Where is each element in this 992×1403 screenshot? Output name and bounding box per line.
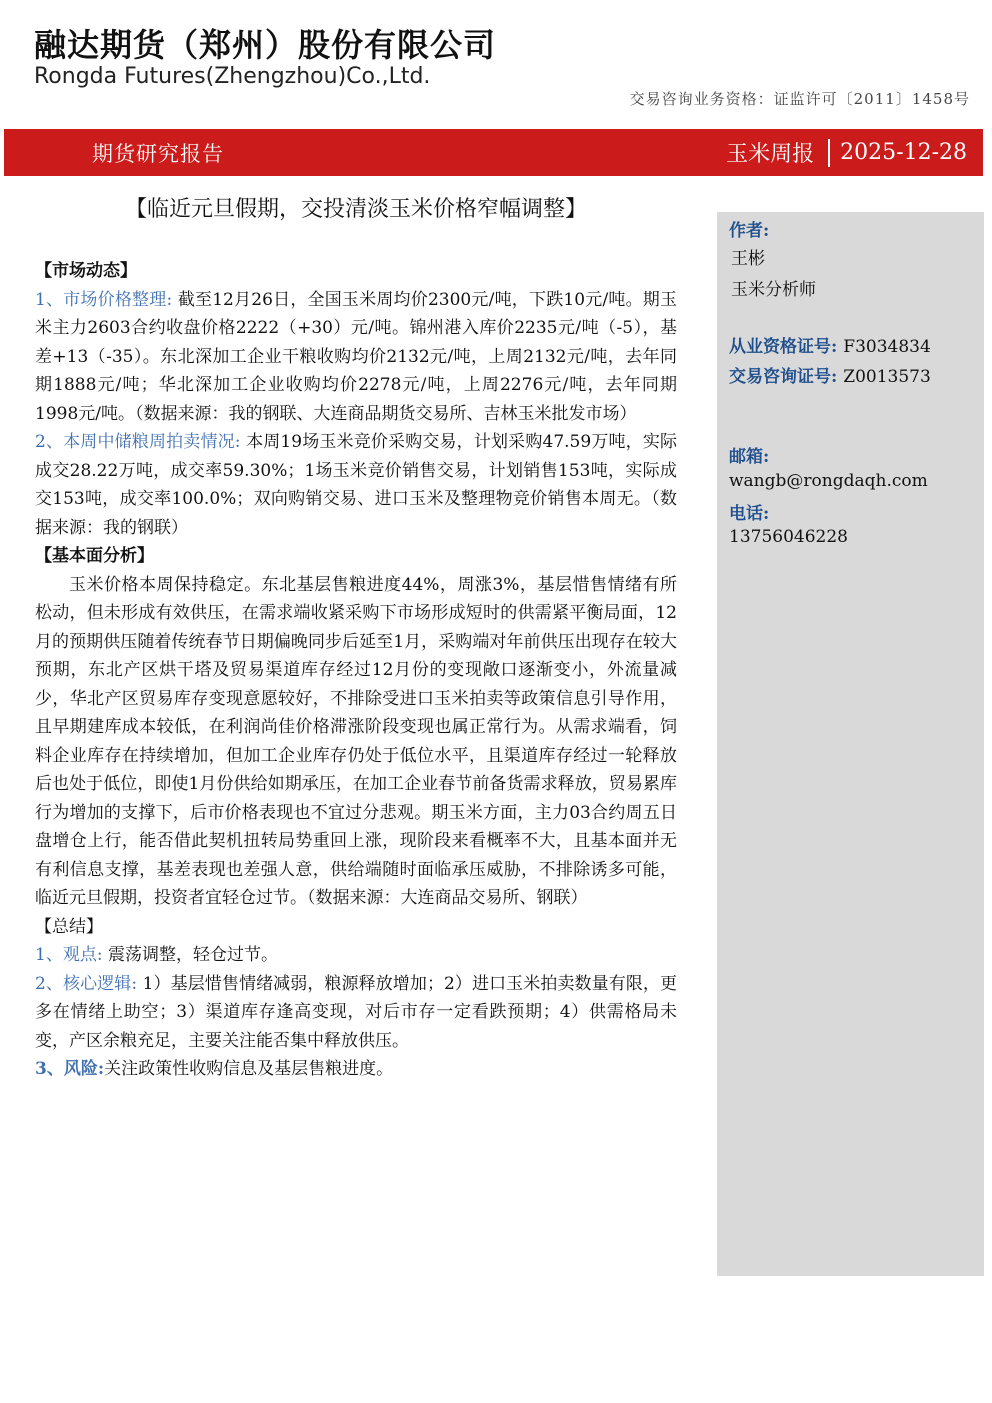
consulting-row <box>729 362 931 387</box>
summary-logic-text: 1）基层惜售情绪减弱，粮源释放增加；2）进口玉米拍卖数量有限，更多在情绪上助空；3）渠道库存逢高变现，对后市存一定看跌预期；4）供需格局未变，产区余粮充足，主要关注能否集中释放供压。 <box>35 973 677 1051</box>
summary-view-text: 震荡调整，轻仓过节。 <box>102 945 278 965</box>
banner-right-group <box>726 137 967 168</box>
license-text: 交易咨询业务资格：证监许可〔2011〕1458号 <box>629 90 970 108</box>
summary-heading: 【总结】 <box>35 916 103 937</box>
consulting-label: 交易咨询证号: <box>729 367 838 387</box>
email-value[interactable]: wangb@rongdaqh.com <box>729 471 928 491</box>
company-name-en: Rongda Futures(Zhengzhou)Co.,Ltd. <box>34 64 431 89</box>
banner-separator <box>828 139 830 167</box>
phone-value: 13756046228 <box>729 527 848 547</box>
summary-risk-label: 3、风险: <box>35 1059 105 1079</box>
author-name: 王彬 <box>731 249 765 269</box>
summary-view-label: 1、观点: <box>35 945 103 965</box>
market-item-auction-label: 2、本周中储粮周拍卖情况: <box>35 432 241 452</box>
report-banner <box>4 129 983 176</box>
summary-view <box>35 941 677 970</box>
summary-logic <box>35 970 677 1056</box>
qualification-row <box>729 332 931 357</box>
banner-report-type: 玉米周报 <box>726 142 815 167</box>
phone-label: 电话: <box>729 504 770 524</box>
market-item-price <box>35 286 677 429</box>
author-label: 作者: <box>729 221 770 241</box>
summary-risk <box>35 1055 677 1084</box>
author-title: 玉米分析师 <box>731 280 816 300</box>
qualification-label: 从业资格证号: <box>729 337 838 357</box>
fundamental-text: 玉米价格本周保持稳定。东北基层售粮进度44%，周涨3%，基层惜售情绪有所松动，但未形成有效供压，在需求端收紧采购下市场形成短时的供需紧平衡局面，12月的预期供压随着传统春节日期偏晚同步后延至1月，采购端对年前供压出现存在较大预期，东北产区烘干塔及贸易渠道库存经过12月份的变现敞口逐渐变小，外流量减少，华北产区贸易库存变现意愿较好，不排除受进口玉米拍卖等政策信息引导作用，且早期建库成本较低，在利润尚佳价格滞涨阶段变现也属正常行为。从需求端看，饲料企业库存在持续增加，但加工企业库存仍处于低位水平，且渠道库存经过一轮释放后也处于低位，即使1月份供给如期承压，在加工企业春节前备货需求释放，贸易累库行为增加的支撑下，后市价格表现也不宜过分悲观。期玉米方面，主力03合约周五日盘增仓上行，能否借此契机扭转局势重回上涨，现阶段来看概率不大，且基本面并无有利信息支撑，基差表现也差强人意，供给端随时面临承压威胁，不排除诱多可能，临近元旦假期，投资者宜轻仓过节。（数据来源：大连商品交易所、钢联） <box>35 574 677 908</box>
email-label: 邮箱: <box>729 447 770 467</box>
market-heading: 【市场动态】 <box>35 261 137 281</box>
market-item-auction <box>35 428 677 542</box>
banner-date: 2025-12-28 <box>840 140 967 165</box>
market-item-auction-text: 本周19场玉米竞价采购交易，计划采购47.59万吨，实际成交28.22万吨，成交率59.30%；1场玉米竞价销售交易，计划销售153吨，实际成交153吨，成交率100.0%；双向购销交易、进口玉米及整理物竞价销售本周无。（数据来源：我的钢联） <box>35 432 677 538</box>
market-item-price-label: 1、市场价格整理: <box>35 289 173 310</box>
author-sidebar <box>717 212 984 1276</box>
fundamental-heading: 【基本面分析】 <box>35 546 154 566</box>
summary-logic-label: 2、核心逻辑: <box>35 973 138 994</box>
banner-report-category: 期货研究报告 <box>92 142 224 166</box>
qualification-number: F3034834 <box>843 337 931 357</box>
report-content <box>35 257 677 1084</box>
company-name-cn: 融达期货（郑州）股份有限公司 <box>34 26 497 64</box>
summary-risk-text: 关注政策性收购信息及基层售粮进度。 <box>104 1059 394 1079</box>
report-title: 【临近元旦假期，交投清淡玉米价格窄幅调整】 <box>124 197 587 222</box>
consulting-number: Z0013573 <box>843 367 931 387</box>
market-item-price-text: 截至12月26日，全国玉米周均价2300元/吨，下跌10元/吨。期玉米主力2603合约收盘价格2222（+30）元/吨。锦州港入库价2235元/吨（-5），基差+13（-35）。东北深加工企业干粮收购均价2132元/吨，上周2132元/吨，去年同期1888元/吨；华北深加工企业收购均价2278元/吨，上周2276元/吨，去年同期1998元/吨。（数据来源：我的钢联、大连商品期货交易所、吉林玉米批发市场） <box>35 289 677 424</box>
